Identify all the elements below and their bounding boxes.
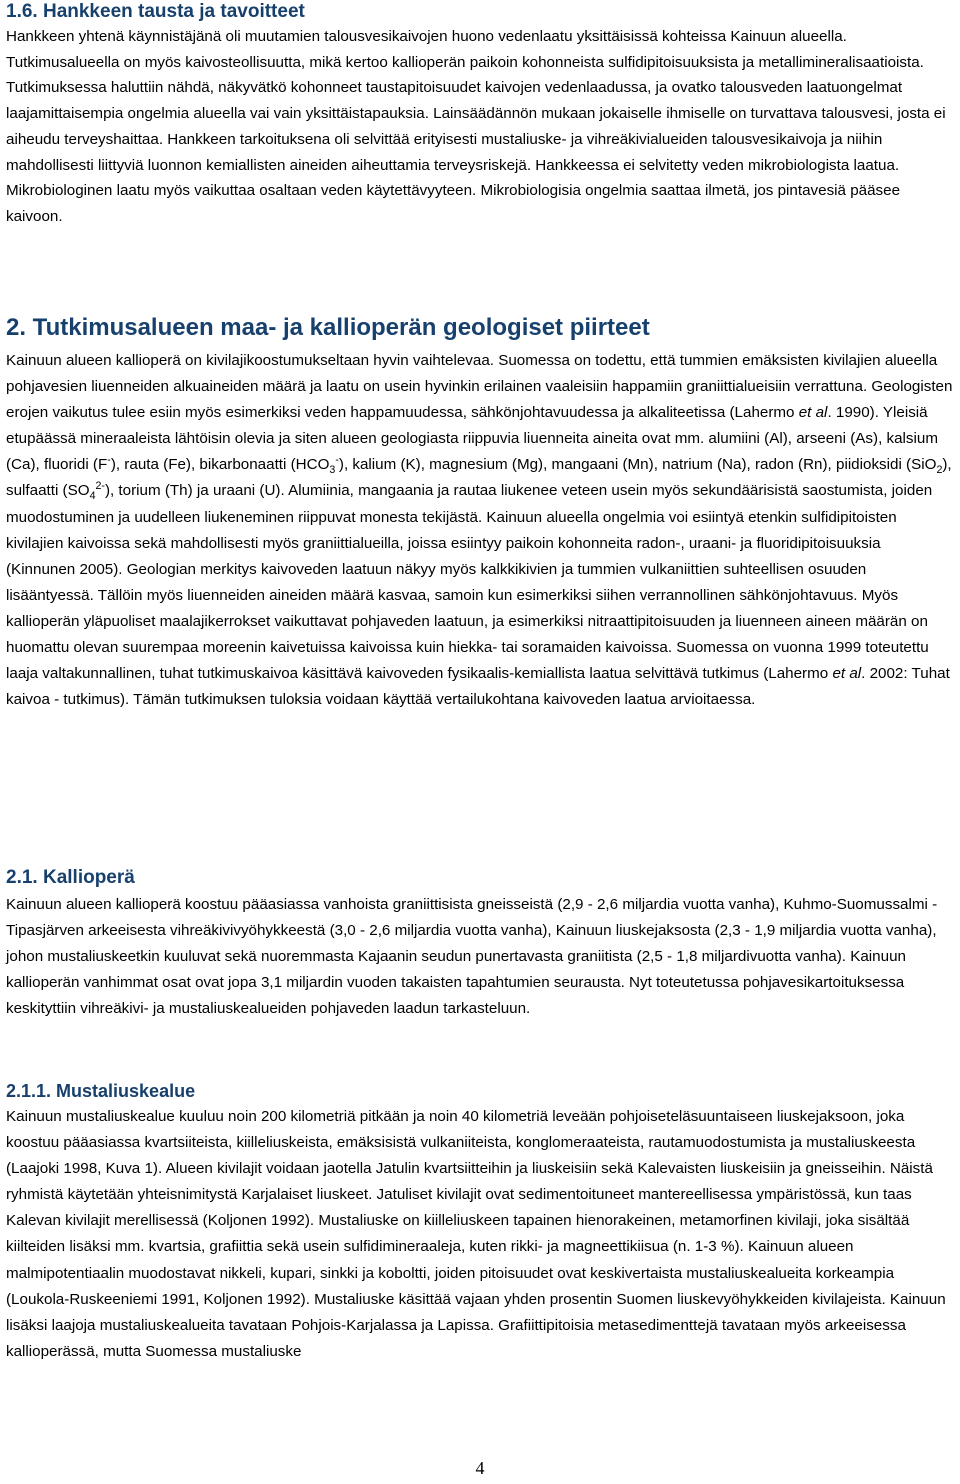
subscript: 4 bbox=[89, 490, 96, 503]
paragraph: Kainuun mustaliuskealue kuuluu noin 200 kilometriä pitkään ja noin 40 kilometriä leveään pohjoiseteläsuuntaiseen liuskejaksoon, joka koostuu pääasiassa kvartsiiteista, kiilleliuskeista, emäksisistä vulkaniiteista, konglomeraateista, rautamuodostumista ja mustaliuskeesta (Laajoki 1998, Kuva 1). Alueen kivilajit voidaan jaotella Jatulin kvartsiitteihin ja liuskeisiin sekä Kalevaisten liuskeisiin ja gneisseihin. Näistä ryhmistä käytetään yhteisnimitystä Karjalaiset liuskeet. Jatuliset kivilajit ovat sedimentoituneet mantereellisessa ympäristössä, kun taas Kalevan kivilajit merellisessä (Koljonen 1992). Mustaliuske on kiilleliuskeen tapainen hienorakeinen, metamorfinen kivilaji, joka sisältää kiilteiden lisäksi mm. kvartsia, grafiittia sekä usein sulfidimineraaleja, kuten rikki- ja magneettikiisua (n. 1-3 %). Kainuun alueen malmipotentiaalin muodostavat nikkeli, kupari, sinkki ja koboltti, joiden pitoisuudet ovat keskivertaista mustaliuskealueita korkeampia (Loukola-Ruskeeniemi 1991, Koljonen 1992). Mustaliuske käsittää vajaan yhden prosentin Suomen liuskevyöhykkeiden kivilajeista. Kainuun lisäksi laajoja mustaliuskealueita tavataan Pohjois-Karjalassa ja Lapissa. Grafiittipitoisia metasedimenttejä tavataan myös arkeeisessa kallioperässä, mutta Suomessa mustaliuske bbox=[6, 1108, 946, 1360]
section-2-1-1 bbox=[6, 1080, 954, 1365]
paragraph bbox=[6, 348, 954, 713]
subsection-heading: 2.1. Kallioperä bbox=[6, 867, 135, 888]
paragraph: Kainuun alueen kallioperä koostuu pääasiassa vanhoista graniittisista gneisseistä (2,9 - 2,6 miljardia vuotta vanha), Kuhmo-Suomussalmi - Tipasjärven arkeeisesta vihreäkivivyöhykkeestä (3,0 - 2,6 miljardia vuotta vanha), Kainuun liuskejaksosta (2,3 - 1,9 miljardia vuotta vanha), johon mustaliuskeetkin kuuluvat sekä nuoremmasta Kajaanin seudun punertavasta graniitista (2,5 - 1,8 miljardivuotta vanha). Kainuun kallioperän vanhimmat osat ovat jopa 3,1 miljardin vuoden takaisten tapahtumien seurausta. Nyt toteutetussa pohjavesikartoituksessa keskityttiin vihreäkivi- ja mustaliuskealueiden pohjaveden laadun tarkasteluun. bbox=[6, 896, 938, 1018]
text-run: ), torium (Th) ja uraani (U). Alumiinia, mangaania ja rautaa liukenee veteen usein myös sekundäärisistä saostumista, joiden muodostuminen ja uudelleen liukeneminen riippuvat monesta tekijästä. Kainuun alueella ongelmia voi esiintyä etenkin sulfidipitoisten kivilajien kaivoissa sekä mahdollisesti myös graniittialueilla, joissa esiintyy paikoin kohonneita radon-, uraani- ja fluoridipitoisuuksia (Kinnunen 2005). Geologian merkitys kaivoveden laatuun näkyy myös kalkkikivien ja tummien vulkaniittien suhteellisen osuuden lisääntyessä. Tällöin myös liuenneiden aineiden määrä kasvaa, samoin kun esimerkiksi siihen verrannollinen sähkönjohtavuus. Myös kallioperän yläpuoliset maalajikerrokset vaikuttavat pohjaveden laatuun, ja esimerkiksi nitraattipitoisuuden ja liuenneen aineen määrän on huomattu olevan suurempaa moreenin kaivetuissa kaivoissa kuin hiekka- tai soramaiden kaivoissa. Suomessa on vuonna 1999 toteutettu laaja valtakunnallinen, tuhat tutkimuskaivoa käsittävä kaivoveden fysikaalis-kemiallista laatua selvittävä tutkimus (Lahermo bbox=[6, 482, 933, 683]
paragraph: Hankkeen yhtenä käynnistäjänä oli muutamien talousvesikaivojen huono vedenlaatu yksittäisissä kohteissa Kainuun alueella. Tutkimusalueella on myös kaivosteollisuutta, mikä kertoo kallioperän paikoin kohonneista sulfidipitoisuuksista ja metallimineralisaatioista. Tutkimuksessa haluttiin nähdä, näkyvätkö kohonneet taustapitoisuudet kaivojen vedenlaadussa, ja ovatko talousveden laatuongelmat laajamittaisempia ongelmia alueella vai vain yksittäistapauksia. Lainsäädännön mukaan jokaiselle ihmiselle on turvattava talousvesi, josta ei aiheudu terveyshaittaa. Hankkeen tarkoituksena oli selvittää erityisesti mustaliuske- ja vihreäkivialueiden talousvesikaivoja ja niihin mahdollisesti liittyviä luonnon kemiallisten aineiden aiheuttamia terveysriskejä. Hankkeessa ei selvitetty veden mikrobiologista laatua. Mikrobiologinen laatu myös vaikuttaa osaltaan veden käytettävyyteen. Mikrobiologisia ongelmia saattaa ilmetä, jos pintavesiä pääsee kaivoon. bbox=[6, 28, 946, 225]
text-run: ), sulfaatti (SO bbox=[6, 456, 952, 500]
subsubsection-heading: 2.1.1. Mustaliuskealue bbox=[6, 1081, 196, 1101]
page-number: 4 bbox=[475, 1458, 485, 1478]
text-run: ), rauta (Fe), bikarbonaatti (HCO bbox=[110, 456, 330, 474]
section-1-6 bbox=[6, 0, 954, 230]
chapter-heading: 2. Tutkimusalueen maa- ja kallioperän geologiset piirteet bbox=[6, 314, 650, 341]
superscript: - bbox=[107, 454, 111, 467]
subscript: 3 bbox=[329, 464, 336, 477]
text-run: ), kalium (K), magnesium (Mg), mangaani (Mn), natrium (Na), radon (Rn), piidioksidi (SiO bbox=[338, 456, 937, 474]
italic-text: et al bbox=[798, 404, 828, 422]
text-run: Kainuun alueen kallioperä on kivilajikoostumukseltaan hyvin vaihtelevaa. Suomessa on todettu, että tummien emäksisten kivilajien alueella pohjavesien liuenneiden alkuaineiden määrä ja laatu on usein hyvinkin erilainen vaaleisiin happamiin graniittialueisiin verrattuna. Geologisten erojen vaikutus tulee esiin myös esimerkiksi veden happamuudessa, sähkönjohtavuudessa ja alkaliteetissa (Lahermo bbox=[6, 352, 953, 422]
superscript: 2- bbox=[95, 480, 105, 493]
superscript: - bbox=[335, 454, 339, 467]
section-2 bbox=[6, 313, 954, 713]
section-heading: 1.6. Hankkeen tausta ja tavoitteet bbox=[6, 1, 305, 22]
italic-text: et al bbox=[832, 665, 862, 683]
text-run: . 2002: Tuhat kaivoa - tutkimus). Tämän tutkimuksen tuloksia voidaan käyttää vertailukohtana kaivoveden laatua arvioitaessa. bbox=[6, 665, 950, 709]
text-run: . 1990). Yleisiä etupäässä mineraaleista lähtöisin olevia ja siten alueen geologiasta riippuvia liuenneita aineita ovat mm. alumiini (Al), arseeni (As), kalsium (Ca), fluoridi (F bbox=[6, 404, 938, 474]
subscript: 2 bbox=[936, 464, 943, 477]
section-2-1 bbox=[6, 866, 954, 1022]
